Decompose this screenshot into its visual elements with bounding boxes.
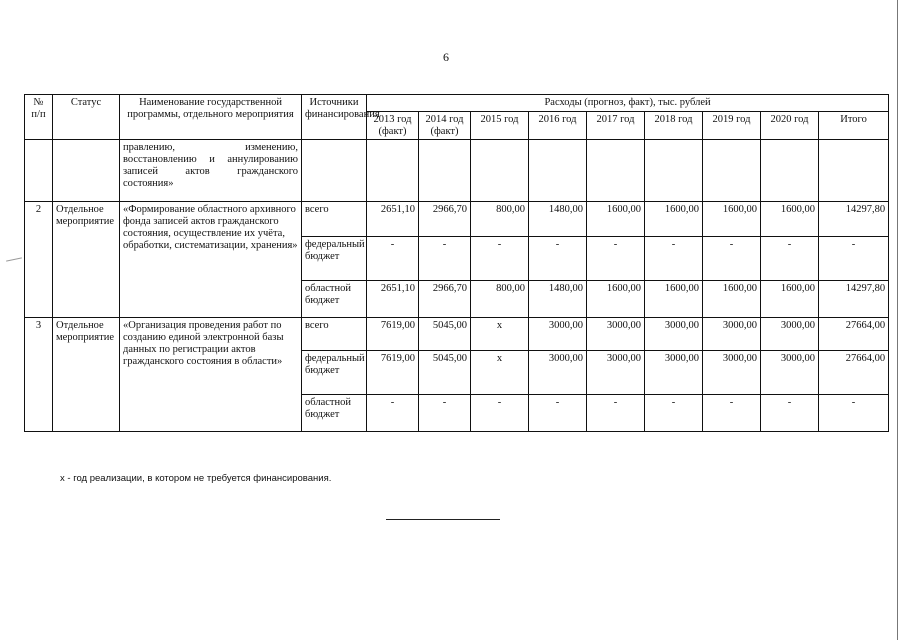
row-value: 3000,00 <box>587 351 645 395</box>
row-value: 3000,00 <box>761 351 819 395</box>
row-total: 27664,00 <box>819 351 889 395</box>
header-status: Статус <box>53 95 120 140</box>
row-source: федеральный бюджет <box>302 237 367 281</box>
row-value: - <box>587 395 645 432</box>
row-value: 1600,00 <box>645 202 703 237</box>
row-total: 14297,80 <box>819 281 889 318</box>
row-source: федеральный бюджет <box>302 351 367 395</box>
row-value: 2966,70 <box>419 202 471 237</box>
row-status: Отдельное мероприятие <box>53 202 120 318</box>
row-value: 3000,00 <box>529 351 587 395</box>
row-source: всего <box>302 202 367 237</box>
header-year: 2014 год (факт) <box>419 111 471 140</box>
row-value: 1600,00 <box>703 281 761 318</box>
table-row <box>25 318 889 351</box>
row-value: 800,00 <box>471 202 529 237</box>
continuation-row <box>25 140 889 202</box>
header-year: 2020 год <box>761 111 819 140</box>
row-value: - <box>471 237 529 281</box>
row-value: 3000,00 <box>645 318 703 351</box>
header-year: 2018 год <box>645 111 703 140</box>
row-total: - <box>819 395 889 432</box>
row-value: 1600,00 <box>645 281 703 318</box>
row-value: 3000,00 <box>703 351 761 395</box>
continuation-text: правлению, изменению, восстановлению и аннулированию записей актов гражданского состояния» <box>120 140 302 202</box>
footnote: х - год реализации, в котором не требуется финансирования. <box>60 473 332 484</box>
header-year: 2016 год <box>529 111 587 140</box>
page-edge-line <box>897 0 898 640</box>
row-value: 800,00 <box>471 281 529 318</box>
row-value: - <box>529 395 587 432</box>
row-status: Отдельное мероприятие <box>53 318 120 432</box>
row-value: 5045,00 <box>419 318 471 351</box>
budget-table <box>24 94 889 432</box>
table-row <box>25 202 889 237</box>
page-number: 6 <box>443 50 449 64</box>
row-value: 2651,10 <box>367 281 419 318</box>
row-value: 3000,00 <box>587 318 645 351</box>
row-value: 2966,70 <box>419 281 471 318</box>
row-value: 1480,00 <box>529 202 587 237</box>
row-value: - <box>703 395 761 432</box>
row-value: 1600,00 <box>761 281 819 318</box>
row-total: 14297,80 <box>819 202 889 237</box>
row-value: 1600,00 <box>587 281 645 318</box>
row-value: 3000,00 <box>703 318 761 351</box>
row-value: 5045,00 <box>419 351 471 395</box>
row-num: 2 <box>25 202 53 318</box>
row-value: х <box>471 318 529 351</box>
header-row <box>25 95 889 112</box>
row-value: 1600,00 <box>761 202 819 237</box>
header-year: 2015 год <box>471 111 529 140</box>
row-value: 7619,00 <box>367 318 419 351</box>
header-expenses: Расходы (прогноз, факт), тыс. рублей <box>367 95 889 112</box>
row-value: - <box>419 395 471 432</box>
row-value: 1600,00 <box>703 202 761 237</box>
row-source: областной бюджет <box>302 281 367 318</box>
row-value: 7619,00 <box>367 351 419 395</box>
end-divider <box>386 519 500 520</box>
row-total: 27664,00 <box>819 318 889 351</box>
row-value: 2651,10 <box>367 202 419 237</box>
header-name: Наименование государственной программы, отдельного мероприятия <box>120 95 302 140</box>
row-value: - <box>761 237 819 281</box>
row-value: - <box>703 237 761 281</box>
header-year: 2013 год (факт) <box>367 111 419 140</box>
row-name: «Формирование областного архивного фонда записей актов гражданского состояния, осуществление их учёта, обработки, систематизации, хранения» <box>120 202 302 318</box>
row-value: - <box>419 237 471 281</box>
row-total: - <box>819 237 889 281</box>
header-total: Итого <box>819 111 889 140</box>
row-value: - <box>471 395 529 432</box>
margin-mark <box>6 257 22 261</box>
row-value: - <box>367 237 419 281</box>
header-year: 2019 год <box>703 111 761 140</box>
header-year: 2017 год <box>587 111 645 140</box>
row-value: 3000,00 <box>529 318 587 351</box>
row-value: - <box>529 237 587 281</box>
row-value: х <box>471 351 529 395</box>
header-source: Источники финансирования <box>302 95 367 140</box>
row-value: - <box>761 395 819 432</box>
row-value: - <box>367 395 419 432</box>
row-value: - <box>587 237 645 281</box>
row-value: - <box>645 395 703 432</box>
row-value: 1600,00 <box>587 202 645 237</box>
row-source: всего <box>302 318 367 351</box>
row-name: «Организация проведения работ по созданию единой электронной базы данных по регистрации актов гражданского состояния в области» <box>120 318 302 432</box>
row-num: 3 <box>25 318 53 432</box>
row-value: 3000,00 <box>761 318 819 351</box>
row-value: 1480,00 <box>529 281 587 318</box>
header-num: № п/п <box>25 95 53 140</box>
row-value: 3000,00 <box>645 351 703 395</box>
row-source: областной бюджет <box>302 395 367 432</box>
row-value: - <box>645 237 703 281</box>
